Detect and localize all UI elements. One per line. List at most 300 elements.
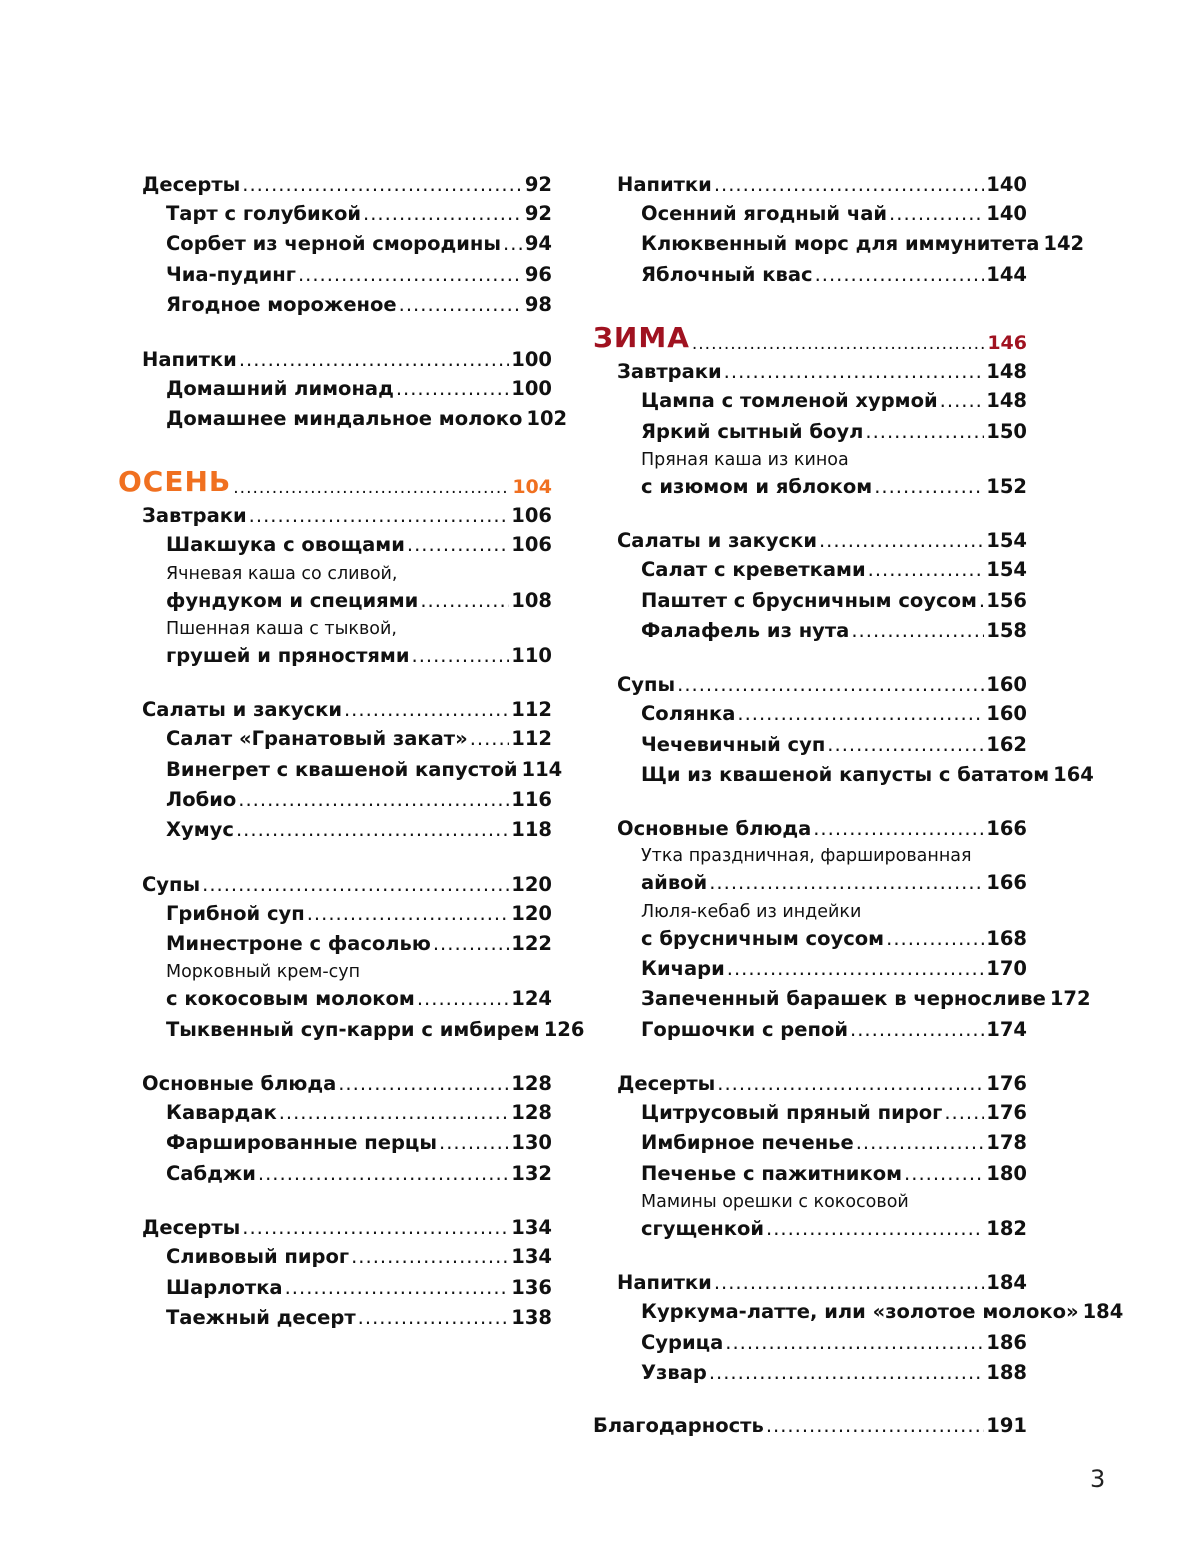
toc-entry-page: 132	[511, 1161, 552, 1185]
toc-entry-row[interactable]	[641, 1361, 1027, 1385]
toc-entry-row[interactable]	[166, 589, 552, 613]
toc-entry-row[interactable]	[166, 377, 552, 401]
toc-entry[interactable]	[142, 377, 552, 401]
section-heading-page: 176	[986, 1072, 1027, 1095]
toc-entry-title: с брусничным соусом	[641, 926, 885, 950]
toc-entry-row[interactable]	[641, 1217, 1027, 1241]
toc-entry-row[interactable]	[641, 1101, 1027, 1125]
toc-entry-row[interactable]	[166, 818, 552, 842]
toc-entry-page: 186	[986, 1330, 1027, 1354]
section-heading-page: 140	[986, 173, 1027, 196]
toc-entry-page: 148	[986, 389, 1027, 413]
toc-entry-title: Узвар	[641, 1361, 707, 1385]
toc-entry-page: 178	[986, 1131, 1027, 1155]
toc-entry-title-line: Пшенная каша с тыквой,	[166, 618, 397, 639]
toc-entry-title-line: Люля-кебаб из индейки	[641, 901, 862, 922]
toc-entry-page: 140	[986, 202, 1027, 225]
toc-entry-row[interactable]	[641, 619, 1027, 643]
toc-entry-row[interactable]	[641, 927, 1027, 951]
toc-section	[617, 817, 1091, 1042]
toc-section	[142, 173, 552, 318]
toc-entry-page: 116	[511, 787, 552, 811]
toc-entry-page: 128	[511, 1101, 552, 1124]
toc-entry-page: 142	[1043, 232, 1085, 256]
section-heading-row[interactable]	[617, 529, 1027, 552]
dot-leader	[412, 644, 510, 668]
toc-entry-page: 144	[986, 262, 1027, 286]
toc-entry-title: с изюмом и яблоком	[641, 474, 873, 498]
toc-entry[interactable]	[617, 702, 1027, 726]
toc-entry[interactable]	[617, 619, 1027, 643]
toc-entry-title: Кавардак	[166, 1101, 277, 1124]
toc-entry-row[interactable]	[641, 475, 1027, 499]
dot-leader	[813, 817, 984, 840]
toc-entry-title: Домашний лимонад	[166, 376, 394, 400]
toc-entry-page: 134	[511, 1245, 552, 1269]
section-heading-row[interactable]	[142, 504, 552, 527]
section-heading-row[interactable]	[142, 173, 552, 196]
toc-entry-row[interactable]	[641, 733, 1027, 757]
dot-leader	[258, 1162, 509, 1186]
toc-entry-title: Фаршированные перцы	[166, 1131, 438, 1155]
toc-entry-page: 172	[1049, 987, 1091, 1011]
season-row[interactable]	[593, 321, 1027, 354]
toc-entry-title: Цампа с томленой хурмой	[641, 389, 938, 413]
toc-entry[interactable]	[142, 902, 552, 926]
toc-entry[interactable]	[617, 232, 1085, 256]
dot-leader	[407, 533, 509, 557]
section-heading-title: Супы	[617, 673, 676, 697]
dot-leader	[874, 475, 984, 499]
toc-entry-title: Цитрусовый пряный пирог	[641, 1101, 943, 1124]
toc-entry-title: Кичари	[641, 956, 725, 980]
toc-entry-page: 162	[986, 732, 1027, 756]
dot-leader	[396, 377, 509, 401]
acknowledgements-title: Благодарность	[593, 1413, 764, 1437]
toc-entry-page: 152	[986, 474, 1027, 498]
toc-entry-page: 124	[511, 987, 552, 1011]
dot-leader	[279, 1101, 510, 1125]
toc-entry-page: 112	[511, 727, 552, 751]
toc-entry-title: Куркума-латте, или «золотое молоко»	[641, 1300, 1079, 1324]
toc-entry[interactable]	[142, 619, 552, 668]
section-heading-page: 148	[986, 360, 1027, 384]
dot-leader	[725, 1331, 984, 1355]
toc-entry[interactable]	[617, 1192, 1027, 1241]
dot-leader	[714, 173, 984, 196]
section-heading-page: 154	[986, 529, 1027, 553]
dot-leader	[238, 788, 509, 812]
dot-leader	[351, 1245, 509, 1269]
toc-entry[interactable]	[617, 1101, 1027, 1125]
season-heading	[593, 321, 1027, 354]
section-heading-title: Завтраки	[617, 360, 722, 384]
toc-entry[interactable]	[617, 1162, 1027, 1186]
toc-entry[interactable]	[617, 1131, 1027, 1155]
toc-entry[interactable]	[617, 202, 1027, 226]
toc-entry-row[interactable]	[166, 293, 552, 317]
toc-entry[interactable]	[617, 1331, 1027, 1355]
toc-entry[interactable]	[142, 727, 552, 751]
toc-entry-title: Осенний ягодный чай	[641, 202, 888, 225]
toc-entry-row[interactable]	[166, 644, 552, 668]
toc-entry-row[interactable]	[166, 1162, 552, 1186]
toc-entry-title: Шарлотка	[166, 1275, 283, 1299]
toc-entry[interactable]	[617, 389, 1027, 413]
toc-entry-title: Минестроне с фасолью	[166, 932, 431, 955]
toc-section	[142, 1072, 552, 1186]
toc-entry-row[interactable]	[641, 957, 1027, 981]
toc-entry-row[interactable]	[641, 1300, 1124, 1324]
toc-entry-row[interactable]	[166, 788, 552, 812]
dot-leader	[344, 698, 509, 721]
dot-leader	[904, 1162, 984, 1186]
toc-section	[617, 1072, 1027, 1241]
toc-entry[interactable]	[142, 564, 552, 613]
toc-entry-page: 150	[986, 419, 1027, 443]
toc-entry[interactable]	[617, 763, 1094, 787]
toc-entry-title-line: Ячневая каша со сливой,	[166, 563, 398, 584]
season-heading	[118, 465, 552, 498]
toc-entry-row[interactable]	[641, 389, 1027, 413]
section-heading-row[interactable]	[142, 1216, 552, 1239]
toc-entry-row[interactable]	[641, 1131, 1027, 1155]
toc-entry-row[interactable]	[166, 232, 552, 256]
acknowledgements-row[interactable]	[593, 1414, 1027, 1437]
toc-entry[interactable]	[617, 902, 1027, 951]
acknowledgements-entry	[593, 1414, 1027, 1437]
dot-leader	[727, 957, 985, 981]
toc-right-column	[593, 170, 1124, 1437]
dot-leader	[856, 1131, 985, 1155]
toc-entry[interactable]	[142, 962, 552, 1011]
dot-leader	[417, 987, 509, 1011]
toc-entry[interactable]	[142, 1101, 552, 1125]
section-heading-row[interactable]	[617, 360, 1027, 383]
toc-section	[617, 673, 1094, 787]
section-heading-title: Напитки	[142, 347, 237, 371]
page-number: 3	[1090, 1465, 1106, 1493]
toc-entry-title: Горшочки с репой	[641, 1017, 849, 1041]
toc-entry-page: 122	[511, 932, 552, 955]
toc-entry-row[interactable]	[166, 1017, 585, 1042]
toc-entry[interactable]	[142, 788, 552, 812]
toc-entry-title: Салат с креветками	[641, 558, 866, 582]
dot-leader	[358, 1306, 510, 1330]
toc-entry[interactable]	[617, 957, 1027, 981]
toc-entry-row[interactable]	[166, 1276, 552, 1300]
toc-entry-row[interactable]	[641, 589, 1027, 613]
toc-entry-row[interactable]	[641, 1162, 1027, 1186]
toc-entry-row[interactable]	[166, 902, 552, 926]
toc-entry[interactable]	[142, 1017, 585, 1042]
toc-entry[interactable]	[142, 1131, 552, 1155]
toc-entry-title: Лобио	[166, 787, 237, 811]
dot-leader	[868, 558, 985, 582]
section-heading-page: 184	[986, 1271, 1027, 1295]
toc-entry-title: Паштет с брусничным соусом	[641, 588, 977, 612]
toc-entry-row[interactable]	[166, 757, 563, 782]
dot-leader	[886, 927, 984, 951]
dot-leader	[815, 263, 985, 287]
toc-entry-page: 110	[511, 643, 552, 667]
toc-section	[142, 872, 585, 1042]
section-heading-page: 134	[511, 1216, 552, 1240]
toc-entry-page: 136	[511, 1275, 552, 1299]
season-page: 104	[512, 476, 552, 499]
toc-entry-title: Сорбет из черной смородины	[166, 232, 502, 256]
toc-entry-row[interactable]	[641, 558, 1027, 582]
section-heading-title: Десерты	[142, 173, 241, 196]
toc-entry[interactable]	[142, 1162, 552, 1186]
dot-leader	[242, 173, 523, 196]
toc-entry[interactable]	[617, 733, 1027, 757]
toc-entry-page: 158	[986, 618, 1027, 642]
toc-section	[617, 173, 1085, 287]
toc-entry-row[interactable]	[166, 533, 552, 557]
dot-leader	[503, 232, 523, 256]
toc-entry-row[interactable]	[166, 1101, 552, 1125]
toc-entry-page: 176	[986, 1101, 1027, 1124]
toc-entry-title: Хумус	[166, 818, 234, 842]
toc-entry[interactable]	[142, 818, 552, 842]
section-heading-row[interactable]	[142, 873, 552, 896]
dot-leader	[851, 619, 984, 643]
toc-entry-page: 166	[986, 871, 1027, 895]
section-heading-title: Салаты и закуски	[142, 698, 342, 722]
toc-entry-page: 130	[511, 1131, 552, 1155]
toc-entry-page: 184	[1082, 1300, 1124, 1324]
toc-entry-title-line: Мамины орешки с кокосовой	[641, 1192, 909, 1213]
toc-entry-title: Тыквенный суп-карри с имбирем	[166, 1017, 540, 1041]
toc-section	[142, 698, 563, 843]
section-heading-row[interactable]	[142, 698, 552, 721]
dot-leader	[338, 1072, 509, 1095]
section-heading-title: Десерты	[617, 1072, 716, 1095]
toc-entry-page: 118	[511, 818, 552, 842]
toc-entry-row[interactable]	[641, 1018, 1027, 1042]
section-heading-page: 160	[986, 673, 1027, 697]
toc-entry-title: сгущенкой	[641, 1217, 765, 1240]
toc-entry[interactable]	[142, 293, 552, 317]
toc-entry-title: Солянка	[641, 702, 736, 726]
season-page: 146	[987, 332, 1027, 355]
dot-leader	[249, 504, 510, 527]
toc-entry-title: фундуком и специями	[166, 588, 419, 612]
toc-entry[interactable]	[142, 932, 552, 956]
dot-leader	[233, 478, 510, 498]
toc-entry-title: Шакшука с овощами	[166, 533, 405, 557]
dot-leader	[298, 263, 523, 287]
section-heading-page: 112	[511, 698, 552, 722]
toc-entry[interactable]	[142, 263, 552, 287]
toc-entry-page: 188	[986, 1361, 1027, 1385]
toc-entry-page: 170	[986, 956, 1027, 980]
dot-leader	[717, 1072, 984, 1095]
toc-entry-row[interactable]	[166, 1306, 552, 1330]
toc-entry-title: Домашнее миндальное молоко	[166, 406, 523, 430]
toc-entry-title-line: Морковный крем-суп	[166, 962, 361, 983]
toc-entry[interactable]	[142, 406, 568, 431]
toc-entry[interactable]	[617, 846, 1027, 895]
dot-leader	[940, 389, 985, 413]
dot-leader	[363, 202, 523, 226]
dot-leader	[692, 334, 985, 354]
section-heading-row[interactable]	[142, 348, 552, 371]
toc-entry[interactable]	[142, 1306, 552, 1330]
toc-left-column	[118, 170, 585, 1330]
dot-leader	[724, 360, 985, 383]
toc-section	[142, 504, 552, 668]
toc-entry-title: Салат «Гранатовый закат»	[166, 727, 468, 751]
toc-entry-title: Тарт с голубикой	[166, 202, 362, 225]
dot-leader	[889, 202, 984, 226]
toc-entry[interactable]	[617, 420, 1027, 444]
section-heading-title: Десерты	[142, 1216, 241, 1240]
toc-entry-page: 138	[511, 1305, 552, 1329]
toc-entry-page: 182	[986, 1217, 1027, 1240]
toc-entry-row[interactable]	[641, 702, 1027, 726]
toc-entry-title: с кокосовым молоком	[166, 987, 415, 1011]
toc-entry[interactable]	[617, 1300, 1124, 1324]
toc-entry-title: Запеченный барашек в черносливе	[641, 987, 1046, 1011]
toc-entry-page: 120	[511, 901, 552, 925]
toc-entry-title: Сурица	[641, 1330, 724, 1354]
dot-leader	[865, 420, 984, 444]
toc-entry[interactable]	[617, 1361, 1027, 1385]
dot-leader	[236, 818, 509, 842]
toc-entry[interactable]	[617, 263, 1027, 287]
toc-entry-page: 106	[511, 533, 552, 557]
dot-leader	[433, 932, 509, 956]
section-heading-row[interactable]	[617, 173, 1027, 196]
section-heading-title: Основные блюда	[142, 1072, 337, 1095]
section-heading-page: 106	[511, 504, 552, 528]
toc-entry-title: Чиа-пудинг	[166, 262, 296, 286]
toc-entry-row[interactable]	[166, 727, 552, 751]
season-row[interactable]	[118, 465, 552, 498]
toc-entry-title: Чечевичный суп	[641, 732, 826, 756]
toc-entry-row[interactable]	[641, 420, 1027, 444]
toc-entry[interactable]	[142, 533, 552, 557]
toc-entry-title: Сливовый пирог	[166, 1245, 350, 1269]
section-heading-page: 166	[986, 817, 1027, 841]
dot-leader	[944, 1101, 984, 1125]
toc-entry-page: 180	[986, 1161, 1027, 1185]
section-heading-row[interactable]	[617, 817, 1027, 840]
toc-entry-page: 154	[986, 558, 1027, 582]
toc-entry-page: 96	[524, 262, 552, 286]
toc-entry-row[interactable]	[641, 232, 1085, 256]
dot-leader	[850, 1018, 984, 1042]
toc-entry-row[interactable]	[641, 202, 1027, 226]
toc-entry[interactable]	[617, 558, 1027, 582]
toc-entry[interactable]	[617, 450, 1027, 499]
toc-entry-page: 92	[524, 202, 552, 225]
toc-entry[interactable]	[142, 202, 552, 226]
dot-leader	[714, 1271, 984, 1294]
acknowledgements-page: 191	[986, 1413, 1027, 1437]
toc-entry-title: Таежный десерт	[166, 1305, 356, 1329]
toc-section	[617, 1271, 1124, 1385]
toc-entry-row[interactable]	[166, 1131, 552, 1155]
toc-entry-row[interactable]	[166, 987, 552, 1011]
toc-entry[interactable]	[617, 1018, 1027, 1042]
dot-leader	[285, 1276, 510, 1300]
dot-leader	[827, 733, 984, 757]
toc-entry[interactable]	[142, 232, 552, 256]
toc-section	[617, 360, 1027, 499]
toc-entry-page: 126	[543, 1017, 585, 1041]
section-heading-title: Напитки	[617, 173, 712, 196]
dot-leader	[399, 293, 523, 317]
toc-entry-title: Грибной суп	[166, 901, 305, 925]
toc-entry-row[interactable]	[166, 263, 552, 287]
toc-entry[interactable]	[617, 589, 1027, 613]
toc-entry-row[interactable]	[166, 1245, 552, 1269]
toc-entry-row[interactable]	[641, 987, 1091, 1011]
dot-leader	[677, 673, 984, 696]
section-heading-row[interactable]	[617, 673, 1027, 696]
toc-entry-page: 160	[986, 702, 1027, 726]
section-heading-page: 92	[524, 173, 552, 196]
toc-entry-page: 168	[986, 926, 1027, 950]
section-heading-title: Завтраки	[142, 504, 247, 528]
toc-entry-row[interactable]	[166, 202, 552, 226]
toc-entry[interactable]	[142, 757, 563, 782]
dot-leader	[307, 902, 510, 926]
dot-leader	[420, 589, 509, 613]
toc-entry-title: Яркий сытный боул	[641, 419, 864, 443]
dot-leader	[239, 348, 509, 371]
dot-leader	[979, 589, 984, 613]
toc-entry-title: Сабджи	[166, 1161, 256, 1185]
toc-entry-page: 114	[521, 757, 563, 781]
section-heading-row[interactable]	[617, 1271, 1027, 1294]
section-heading-row[interactable]	[617, 1072, 1027, 1095]
toc-entry-title: айвой	[641, 871, 708, 895]
toc-entry-page: 108	[511, 588, 552, 612]
toc-section	[142, 347, 568, 432]
toc-entry-title: Щи из квашеной капусты с бататом	[641, 763, 1050, 786]
toc-entry-title-line: Пряная каша из киноа	[641, 449, 849, 470]
toc-entry[interactable]	[142, 1245, 552, 1269]
section-heading-page: 120	[511, 872, 552, 896]
section-heading-page: 128	[511, 1072, 552, 1095]
section-heading-title: Напитки	[617, 1271, 712, 1295]
section-heading-page: 100	[511, 347, 552, 371]
dot-leader	[709, 1361, 984, 1385]
season-title: ОСЕНЬ	[118, 465, 232, 499]
toc-entry-title-line: Утка праздничная, фаршированная	[641, 846, 972, 867]
toc-entry-title: Клюквенный морс для иммунитета	[641, 232, 1040, 256]
toc-entry-row[interactable]	[641, 263, 1027, 287]
toc-entry[interactable]	[142, 1276, 552, 1300]
toc-entry-title: Яблочный квас	[641, 262, 813, 286]
toc-entry-page: 94	[524, 232, 552, 256]
section-heading-row[interactable]	[142, 1072, 552, 1095]
toc-entry-row[interactable]	[641, 1331, 1027, 1355]
toc-entry-page: 102	[526, 406, 568, 430]
toc-entry-row[interactable]	[641, 871, 1027, 895]
toc-entry-row[interactable]	[166, 932, 552, 956]
toc-entry-page: 156	[986, 588, 1027, 612]
section-heading-title: Салаты и закуски	[617, 529, 817, 553]
toc-entry-row[interactable]	[166, 406, 568, 431]
toc-entry-row[interactable]	[641, 763, 1094, 787]
toc-section	[142, 1216, 552, 1330]
toc-entry[interactable]	[617, 987, 1091, 1011]
